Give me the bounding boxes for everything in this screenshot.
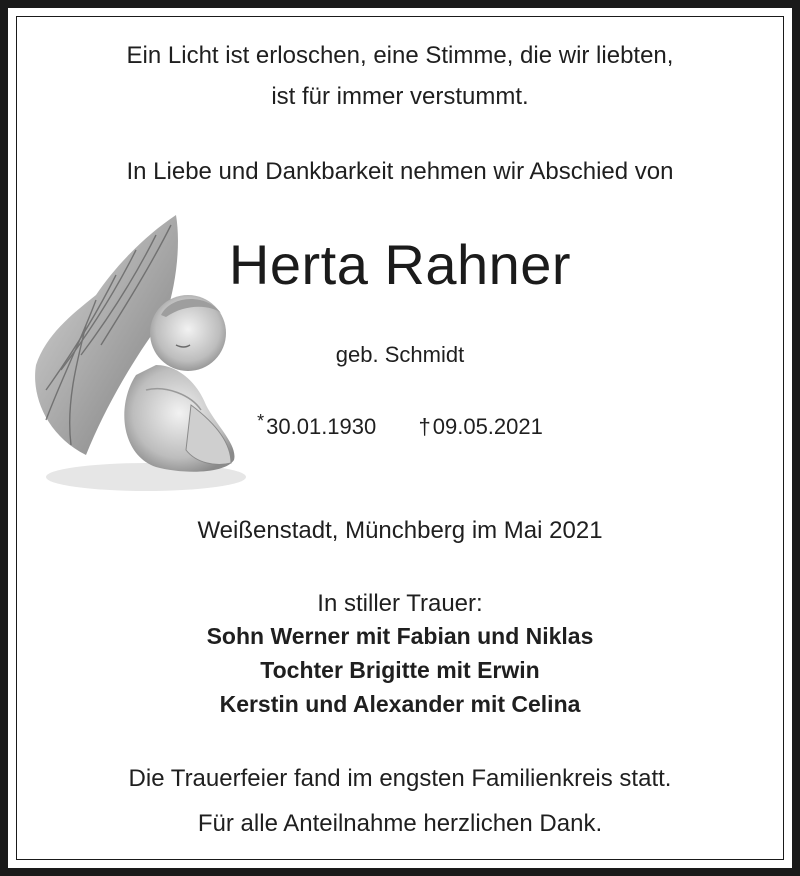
birth-date: 30.01.1930: [266, 414, 377, 439]
mourner-line-1: Sohn Werner mit Fabian und Niklas: [206, 623, 594, 649]
verse-line-1: Ein Licht ist erloschen, eine Stimme, die wir liebten,: [126, 42, 674, 69]
life-dates: [0, 411, 800, 440]
mourners-heading: In stiller Trauer:: [317, 590, 483, 617]
deceased-name: Herta Rahner: [228, 233, 572, 296]
birth-name: geb. Schmidt: [335, 342, 465, 367]
verse-line-2: ist für immer verstummt.: [271, 83, 529, 110]
place-date: Weißenstadt, Münchberg im Mai 2021: [197, 517, 603, 544]
birth-symbol: *: [257, 411, 265, 431]
intro-text: In Liebe und Dankbarkeit nehmen wir Abschied von: [126, 158, 674, 185]
death-symbol: †: [418, 414, 431, 439]
death-date: 09.05.2021: [432, 414, 543, 439]
mourner-line-2: Tochter Brigitte mit Erwin: [260, 657, 540, 683]
funeral-note: Die Trauerfeier fand im engsten Familienkreis statt.: [128, 765, 672, 792]
thanks-note: Für alle Anteilnahme herzlichen Dank.: [197, 810, 603, 837]
mourner-line-3: Kerstin und Alexander mit Celina: [219, 691, 581, 717]
